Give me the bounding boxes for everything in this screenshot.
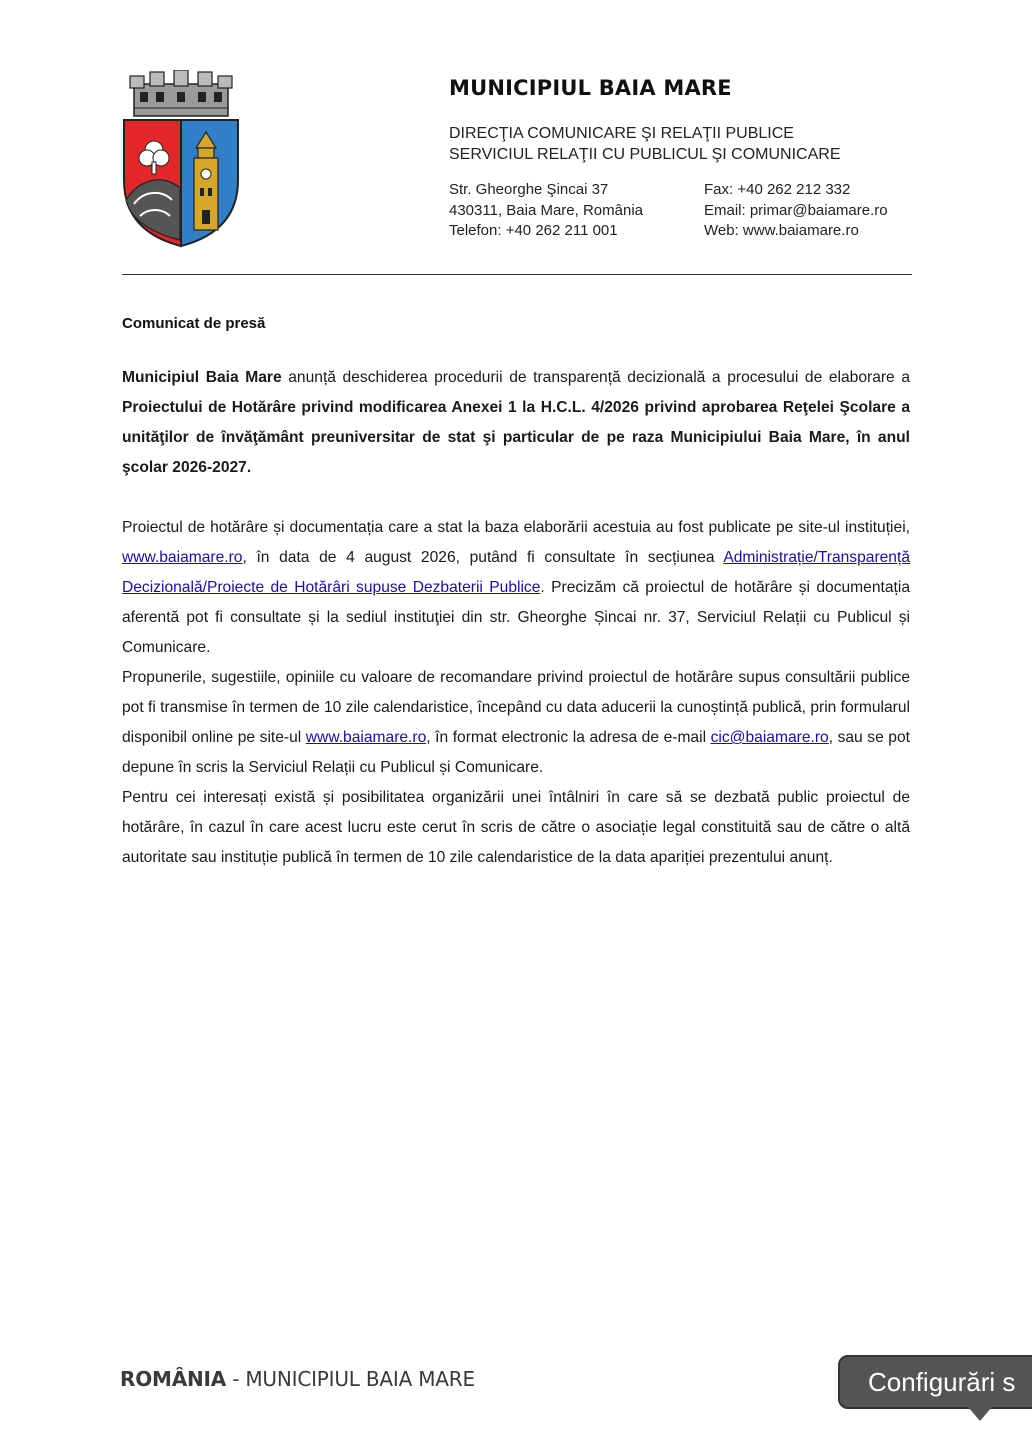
footer-brand-country: ROMÂNIA [120,1367,227,1391]
email-link[interactable]: cic@baiamare.ro [710,729,829,746]
publication-text-b: , în data de 4 august 2026, putând fi consultate în secțiunea [242,549,724,566]
service-name: SERVICIUL RELAŢII CU PUBLICUL ŞI COMUNICARE [449,146,841,163]
proposals-text-b: , în format electronic la adresa de e-mail [426,729,711,746]
document-heading: Comunicat de presă [122,315,266,332]
website-link[interactable]: www.baiamare.ro [122,549,243,566]
department-block [449,123,841,165]
address-street: Str. Gheorghe Şincai 37 [449,181,609,198]
organization-title: MUNICIPIUL BAIA MARE [449,76,732,100]
mural-crown-icon [130,70,232,116]
coat-of-arms-logo [120,70,242,250]
address-city: 430311, Baia Mare, România [449,201,644,219]
footer-brand [120,1367,475,1391]
publication-text-c: . Precizăm că proiectul de hotărâre și documentația aferentă pot fi consultate și la sediul instituţiei din str. Gheorghe Șincai nr. 37, Serviciul Relații cu Publicul și Comunicare. [122,579,910,656]
fax-number: Fax: +40 262 212 332 [704,181,851,198]
document-body [122,363,910,873]
transparency-section-link[interactable]: Administrație/Transparență Decizională/Proiecte de Hotărâri supuse Dezbaterii Publice [122,549,910,596]
website-link-2[interactable]: www.baiamare.ro [305,729,427,746]
publication-paragraph [122,513,910,663]
meeting-paragraph: Pentru cei interesați există și posibilitatea organizării unei întâlniri în care să se dezbată public proiectul de hotărâre, în cazul în care acest lucru este cerut în scris de către o asociație legal constituită sau de către o altă autoritate sau instituție publică în termen de 10 zile calendaristice de la data apariției prezentului anunț. [122,789,910,866]
department-name: DIRECŢIA COMUNICARE ŞI RELAŢII PUBLICE [449,125,794,142]
phone-number: Telefon: +40 262 211 001 [449,222,618,239]
footer-brand-municipality: - MUNICIPIUL BAIA MARE [226,1367,475,1391]
announcement-subject: Municipiul Baia Mare [122,369,282,386]
header-divider [122,274,912,275]
proposals-text-c: , sau se pot depune în scris la Serviciul Relații cu Publicul și Comunicare. [122,729,910,776]
proposals-text-a: Propunerile, sugestiile, opiniile cu valoare de recomandare privind proiectul de hotărâre supus consultării publice pot fi transmise în termen de 10 zile calendaristice, începând cu data aducerii la cunoștință publică, prin formularul disponibil online pe site-ul [122,669,910,746]
proposals-paragraph [122,663,910,783]
tooltip-pointer [968,1407,992,1421]
publication-text-a: Proiectul de hotărâre și documentația care a stat la baza elaborării acestuia au fost publicate pe site-ul instituției, [122,519,910,536]
announcement-paragraph [122,363,910,483]
email-address: Email: primar@baiamare.ro [704,201,888,219]
project-title: Proiectului de Hotărâre privind modificarea Anexei 1 la H.C.L. 4/2026 privind aprobarea Reţelei Şcolare a unităţilor de învăţământ preuniversitar de stat şi particular de pe raza Municipiului Baia Mare, în anul şcolar 2026-2027. [122,399,910,476]
website-address: Web: www.baiamare.ro [704,222,859,239]
settings-tooltip-button[interactable]: Configurări s [838,1355,1032,1409]
address-block [449,180,643,242]
shield-icon [124,120,238,246]
contact-block [704,180,888,242]
announcement-text: anunță deschiderea procedurii de transparență decizională a procesului de elaborare a [281,369,911,386]
